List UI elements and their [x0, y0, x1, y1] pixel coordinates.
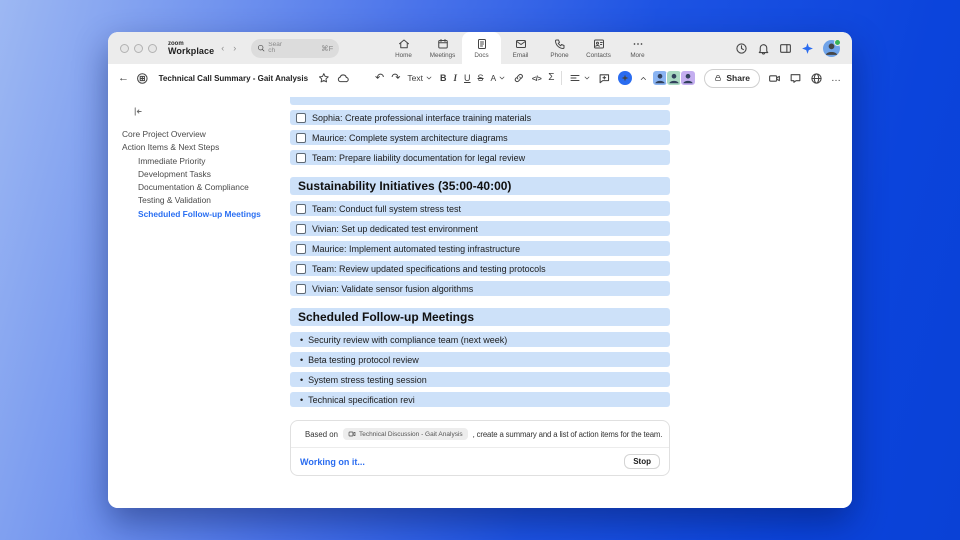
row-text: Team: Review updated specifications and testing protocols	[312, 263, 546, 274]
star-favorite-icon[interactable]	[318, 72, 330, 84]
code-block-button[interactable]: </>	[531, 73, 542, 83]
window-close-button[interactable]	[120, 44, 129, 53]
source-doc-name: Technical Discussion - Gait Analysis	[358, 430, 463, 438]
text-style-dropdown[interactable]	[407, 73, 433, 83]
strikethrough-button[interactable]: S	[477, 73, 484, 83]
stop-button[interactable]: Stop	[624, 454, 660, 469]
nav-tab-contacts[interactable]	[579, 32, 618, 64]
comment-add-icon[interactable]	[598, 72, 611, 85]
chevron-down-icon	[498, 74, 506, 82]
align-icon	[569, 72, 581, 84]
checklist-row	[290, 201, 670, 216]
checklist-row	[290, 241, 670, 256]
checklist-row	[290, 281, 670, 296]
toolbar-right	[654, 69, 842, 88]
ai-prompt-suffix: , create a summary and a list of action items for the team.	[472, 429, 663, 439]
checklist-row	[290, 221, 670, 236]
zoom-workplace-window	[108, 32, 852, 508]
outline-item[interactable]: Core Project Overview	[122, 129, 206, 139]
search-shortcut: ⌘F	[321, 43, 334, 53]
outline-item[interactable]: Scheduled Follow-up Meetings	[138, 208, 261, 219]
ai-status-text: Working on it...	[300, 456, 365, 467]
more-icon	[632, 38, 644, 50]
row-text: Beta testing protocol review	[308, 354, 419, 365]
bullet-icon	[300, 355, 303, 365]
back-nav-icon[interactable]: ‹	[221, 43, 225, 53]
redo-icon[interactable]: ↷	[391, 71, 401, 84]
row-text: Maurice: Implement automated testing infrastructure	[312, 243, 521, 254]
outline-item[interactable]: Testing & Validation	[138, 195, 211, 206]
nav-tab-label: Email	[512, 51, 529, 59]
ai-status-row	[291, 448, 669, 475]
panel-icon[interactable]	[779, 42, 792, 55]
doc-toolbar	[108, 64, 852, 92]
bullet-row	[290, 372, 670, 387]
globe-icon[interactable]	[810, 72, 823, 85]
lock-icon	[714, 74, 722, 82]
checkbox[interactable]	[296, 284, 306, 294]
row-text: Maurice: Complete system architecture diagrams	[312, 132, 508, 143]
forward-nav-icon[interactable]: ›	[233, 43, 237, 53]
app-top-bar	[108, 32, 852, 64]
ai-prompt-row	[291, 421, 669, 447]
checklist-row	[290, 110, 670, 125]
phone-icon	[554, 38, 566, 50]
checkbox[interactable]	[296, 153, 306, 163]
source-doc-chip[interactable]	[343, 428, 468, 440]
row-text: Team: Conduct full system stress test	[312, 203, 462, 214]
outline-item[interactable]: Immediate Priority	[138, 155, 206, 166]
docs-home-icon[interactable]	[136, 72, 149, 85]
video-icon	[348, 430, 356, 438]
nav-tab-label: Docs	[474, 51, 489, 59]
outline-items	[108, 128, 283, 221]
top-bar-left	[120, 32, 339, 64]
online-status-dot	[834, 39, 841, 46]
calendar-icon	[437, 38, 449, 50]
ai-prompt-prefix: Based on	[305, 429, 338, 439]
collaborator-avatars	[654, 70, 696, 86]
chat-bubble-icon[interactable]	[789, 72, 802, 85]
nav-tab-phone[interactable]	[540, 32, 579, 64]
mail-icon	[515, 38, 527, 50]
home-icon	[398, 38, 410, 50]
chevron-down-icon	[425, 74, 433, 82]
clipped-row	[290, 97, 670, 105]
nav-tab-docs[interactable]	[462, 32, 501, 64]
ai-sparkle-icon	[621, 74, 629, 82]
checkbox[interactable]	[296, 244, 306, 254]
row-text: Vivian: Validate sensor fusion algorithms	[312, 283, 474, 294]
bold-button[interactable]: B	[440, 73, 447, 83]
nav-tab-more[interactable]	[618, 32, 657, 64]
global-search-input[interactable]	[251, 39, 339, 58]
nav-tab-label: Home	[395, 51, 412, 59]
align-dropdown[interactable]	[569, 72, 591, 84]
bullet-icon	[300, 335, 303, 345]
nav-tab-email[interactable]	[501, 32, 540, 64]
bullet-icon	[300, 395, 303, 405]
section-heading: Scheduled Follow-up Meetings	[290, 308, 670, 326]
row-text: Technical specification revi	[308, 394, 415, 405]
zoom-workplace-logo	[168, 41, 214, 56]
search-placeholder: Search	[268, 41, 282, 54]
bullet-row	[290, 392, 670, 407]
nav-tab-label: Phone	[550, 51, 569, 59]
nav-tab-label: Meetings	[429, 51, 456, 59]
bell-icon[interactable]	[757, 42, 770, 55]
ai-companion-panel	[290, 420, 670, 476]
outline-sidebar	[108, 92, 283, 508]
checkbox[interactable]	[296, 264, 306, 274]
chevron-up-icon[interactable]	[639, 74, 648, 83]
text-style-label: Text	[407, 73, 424, 83]
section-heading: Sustainability Initiatives (35:00-40:00)	[290, 177, 670, 195]
logo-zoom-text: zoom	[168, 40, 184, 47]
row-text: Security review with compliance team (next week)	[308, 334, 508, 345]
main-nav-tabs	[384, 32, 657, 64]
user-avatar[interactable]	[823, 40, 840, 57]
more-options-icon[interactable]: …	[831, 72, 842, 84]
window-minimize-button[interactable]	[134, 44, 143, 53]
content-area	[108, 92, 852, 508]
bullet-row	[290, 332, 670, 347]
checkbox[interactable]	[296, 224, 306, 234]
row-text: Vivian: Set up dedicated test environment	[312, 223, 478, 234]
ai-sparkle-icon[interactable]	[801, 42, 814, 55]
nav-tab-label: More	[630, 51, 645, 59]
search-icon	[257, 44, 265, 52]
bullet-row	[290, 352, 670, 367]
text-color-dropdown[interactable]	[491, 73, 507, 83]
nav-tab-meetings[interactable]	[423, 32, 462, 64]
bullet-icon	[300, 375, 303, 385]
window-zoom-button[interactable]	[148, 44, 157, 53]
underline-button[interactable]: U	[464, 73, 471, 83]
row-text: Sophia: Create professional interface training materials	[312, 112, 532, 123]
checklist-row	[290, 261, 670, 276]
link-icon[interactable]	[513, 72, 525, 84]
collapse-outline-icon[interactable]	[132, 106, 143, 117]
italic-button[interactable]: I	[453, 73, 458, 83]
outline-item[interactable]: Action Items & Next Steps	[122, 142, 220, 153]
share-label: Share	[726, 73, 750, 83]
video-camera-icon[interactable]	[768, 72, 781, 85]
checkbox[interactable]	[296, 204, 306, 214]
text-color-label: A	[490, 73, 497, 83]
doc-title: Technical Call Summary - Gait Analysis	[158, 73, 309, 83]
nav-tab-home[interactable]	[384, 32, 423, 64]
document-body	[290, 92, 670, 508]
top-bar-right	[735, 32, 840, 64]
checklist-row	[290, 130, 670, 145]
undo-icon[interactable]: ↶	[374, 71, 385, 84]
equation-button[interactable]: Σ	[548, 72, 555, 83]
ai-companion-button[interactable]	[618, 71, 632, 85]
checkbox[interactable]	[296, 133, 306, 143]
outline-item[interactable]: Development Tasks	[138, 168, 211, 179]
row-text: Team: Prepare liability documentation for legal review	[312, 152, 526, 163]
share-button[interactable]	[704, 69, 760, 88]
toolbar-divider	[561, 71, 562, 85]
nav-tab-label: Contacts	[586, 51, 611, 59]
outline-item[interactable]: Documentation & Compliance	[138, 182, 249, 193]
checkbox[interactable]	[296, 113, 306, 123]
logo-workplace-text: Workplace	[168, 45, 215, 56]
checklist-row	[290, 150, 670, 165]
back-arrow-icon[interactable]: ←	[118, 71, 129, 84]
collaborator-avatar[interactable]	[680, 70, 696, 86]
chevron-down-icon	[583, 74, 591, 82]
doc-icon	[476, 38, 488, 50]
row-text: System stress testing session	[308, 374, 427, 385]
contacts-icon	[593, 38, 605, 50]
history-icon[interactable]	[735, 42, 748, 55]
cloud-saved-icon	[337, 72, 350, 85]
